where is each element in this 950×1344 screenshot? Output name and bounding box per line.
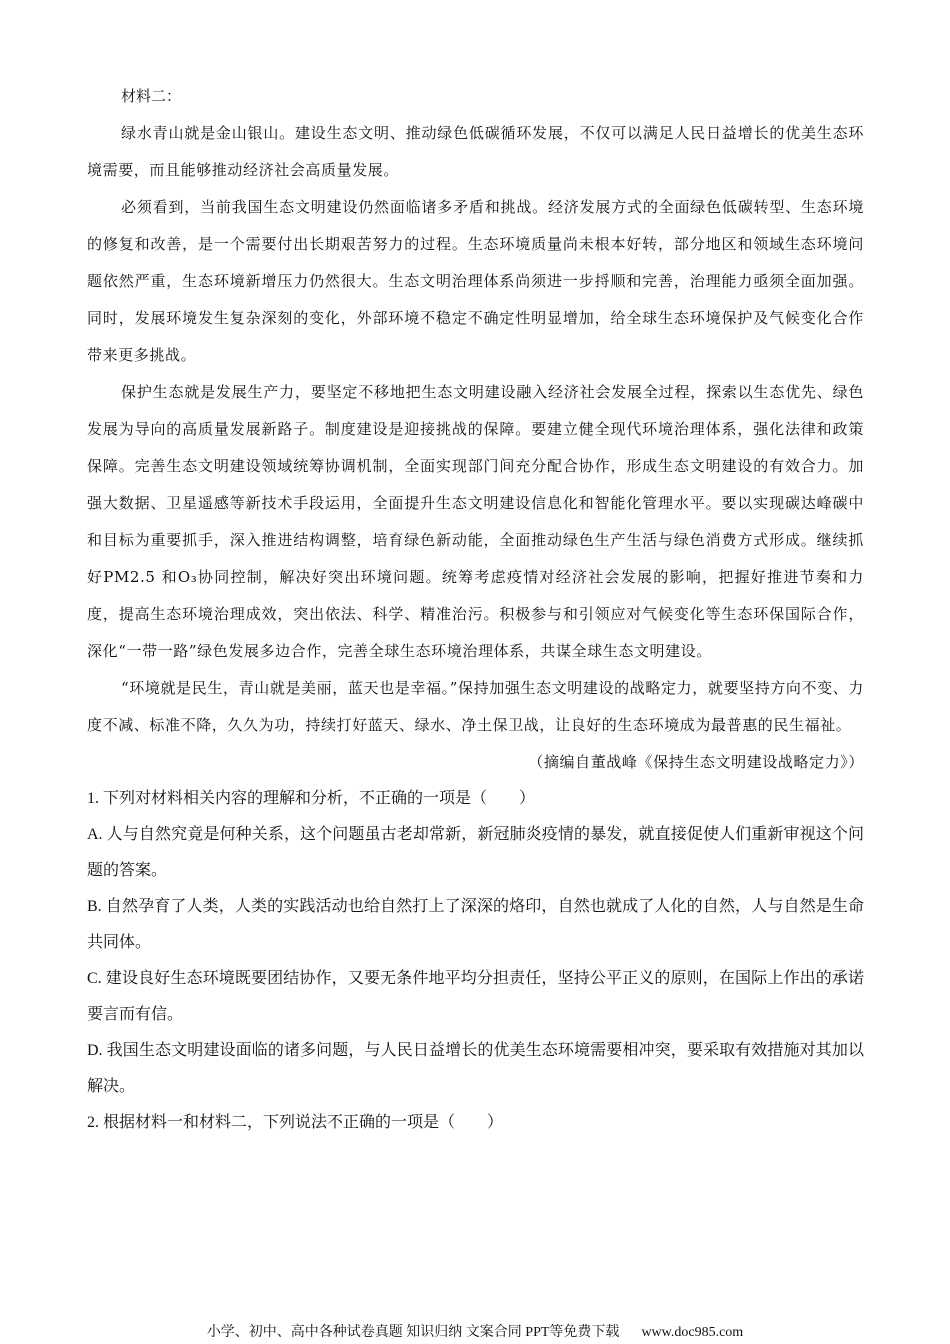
document-content (87, 78, 864, 1141)
page-footer (0, 1323, 950, 1343)
material-heading: 材料二： (121, 87, 182, 105)
material-paragraph-4: “环境就是民生，青山就是美丽，蓝天也是幸福。”保持加强生态文明建设的战略定力，就要坚持方向不变、力度不减、标准不降，久久为功，持续打好蓝天、绿水、净土保卫战，让良好的生态环境成为最普惠的民生福祉。 (87, 679, 864, 734)
material-paragraph-1: 绿水青山就是金山银山。建设生态文明、推动绿色低碳循环发展，不仅可以满足人民日益增长的优美生态环境需要，而且能够推动经济社会高质量发展。 (87, 124, 864, 179)
material-paragraph-2: 必须看到，当前我国生态文明建设仍然面临诸多矛盾和挑战。经济发展方式的全面绿色低碳转型、生态环境的修复和改善，是一个需要付出长期艰苦努力的过程。生态环境质量尚未根本好转，部分地区和领域生态环境问题依然严重，生态环境新增压力仍然很大。生态文明治理体系尚须进一步捋顺和完善，治理能力亟须全面加强。同时，发展环境发生复杂深刻的变化，外部环境不稳定不确定性明显增加，给全球生态环境保护及气候变化合作带来更多挑战。 (87, 198, 864, 364)
question-1-option-c: C. 建设良好生态环境既要团结协作，又要无条件地平均分担责任，坚持公平正义的原则，在国际上作出的承诺要言而有信。 (87, 970, 864, 1023)
question-1-option-a: A. 人与自然究竟是何种关系，这个问题虽古老却常新，新冠肺炎疫情的暴发，就直接促使人们重新审视这个问题的答案。 (87, 826, 864, 879)
footer-text: 小学、初中、高中各种试卷真题 知识归纳 文案合同 PPT等免费下载 (206, 1325, 620, 1340)
question-1 (87, 781, 864, 1105)
question-1-option-d: D. 我国生态文明建设面临的诸多问题，与人民日益增长的优美生态环境需要相冲突，要采取有效措施对其加以解决。 (87, 1042, 864, 1095)
question-1-option-b: B. 自然孕育了人类，人类的实践活动也给自然打上了深深的烙印，自然也就成了人化的自然，人与自然是生命共同体。 (87, 898, 864, 951)
material-source: （摘编自董战峰《保持生态文明建设战略定力》） (528, 753, 864, 771)
question-2 (87, 1105, 864, 1141)
question-2-stem: 2. 根据材料一和材料二，下列说法不正确的一项是（ ） (87, 1114, 504, 1131)
question-1-stem: 1. 下列对材料相关内容的理解和分析，不正确的一项是（ ） (87, 790, 536, 807)
footer-site-link[interactable]: www.doc985.com (641, 1325, 744, 1340)
material-paragraph-3: 保护生态就是发展生产力，要坚定不移地把生态文明建设融入经济社会发展全过程，探索以生态优先、绿色发展为导向的高质量发展新路子。制度建设是迎接挑战的保障。要建立健全现代环境治理体系，强化法律和政策保障。完善生态文明建设领域统筹协调机制，全面实现部门间充分配合协作，形成生态文明建设的有效合力。加强大数据、卫星遥感等新技术手段运用，全面提升生态文明建设信息化和智能化管理水平。要以实现碳达峰碳中和目标为重要抓手，深入推进结构调整，培育绿色新动能，全面推动绿色生产生活与绿色消费方式形成。继续抓好PM2.5 和O₃协同控制，解决好突出环境问题。统筹考虑疫情对经济社会发展的影响，把握好推进节奏和力度，提高生态环境治理成效，突出依法、科学、精准治污。积极参与和引领应对气候变化等生态环保国际合作，深化“一带一路”绿色发展多边合作，完善全球生态环境治理体系，共谋全球生态文明建设。 (87, 383, 864, 660)
